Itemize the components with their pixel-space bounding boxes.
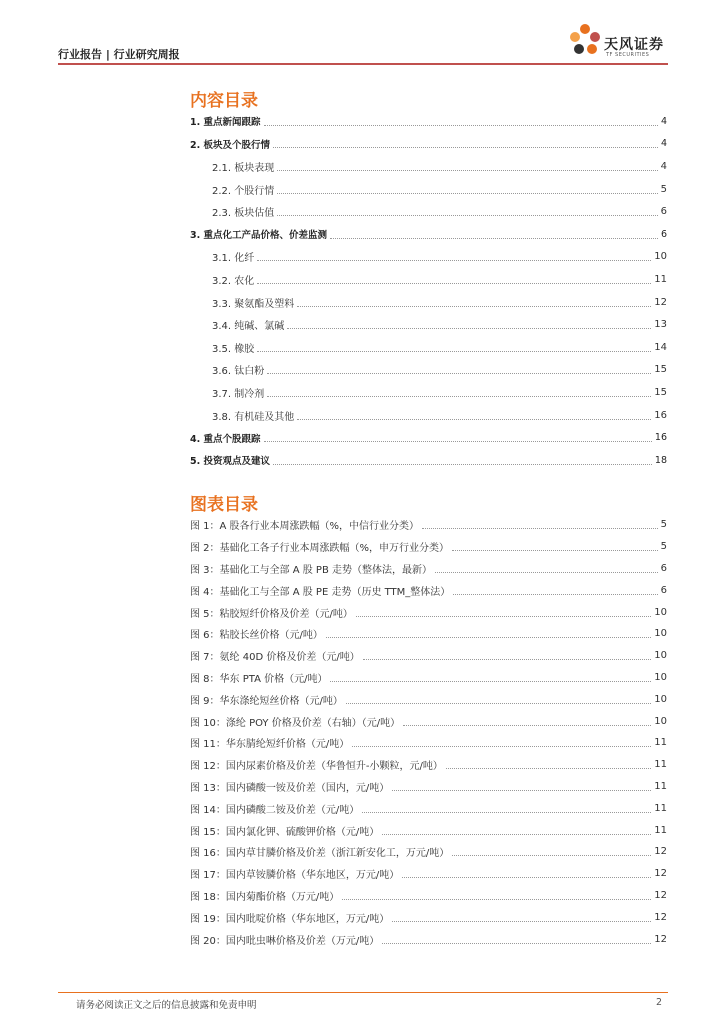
logo-name-en: TF SECURITIES [606, 52, 650, 58]
dot-leader [273, 464, 652, 465]
dot-leader [267, 373, 651, 374]
entry-label: 3.4. 纯碱、氯碱 [212, 321, 285, 333]
entry-page-number: 15 [654, 364, 667, 376]
entry-page-number: 6 [660, 562, 667, 574]
footer-divider [58, 992, 668, 993]
page-number: 2 [656, 997, 663, 1008]
dot-leader [277, 193, 657, 194]
dot-leader [264, 441, 652, 442]
figure-entry[interactable] [190, 688, 667, 710]
dot-leader [403, 725, 651, 726]
entry-label: 图 10：涤纶 POY 价格及价差（右轴）（元/吨） [190, 717, 401, 729]
toc-entry[interactable] [190, 223, 667, 246]
toc-entry[interactable] [190, 200, 667, 223]
company-logo [568, 20, 678, 64]
entry-page-number: 6 [660, 206, 667, 218]
toc-list [190, 110, 667, 472]
figure-entry[interactable] [190, 797, 667, 819]
dot-leader [257, 351, 651, 352]
dot-leader [257, 260, 651, 261]
entry-label: 图 11：华东腈纶短纤价格（元/吨） [190, 739, 350, 751]
entry-page-number: 15 [654, 386, 667, 398]
toc-title: 内容目录 [190, 91, 258, 111]
entry-page-number: 11 [654, 737, 667, 749]
entry-page-number: 10 [654, 671, 667, 683]
entry-label: 图 16：国内草甘膦价格及价差（浙江新安化工，万元/吨） [190, 848, 450, 860]
dot-leader [392, 921, 651, 922]
entry-label: 图 14：国内磷酸二铵及价差（元/吨） [190, 804, 360, 816]
entry-label: 图 17：国内草铵膦价格（华东地区，万元/吨） [190, 870, 400, 882]
dot-leader [326, 637, 651, 638]
figure-entry[interactable] [190, 623, 667, 645]
toc-entry[interactable] [190, 133, 667, 156]
toc-entry[interactable] [190, 336, 667, 359]
toc-entry[interactable] [190, 404, 667, 427]
toc-entry[interactable] [190, 313, 667, 336]
entry-page-number: 10 [654, 693, 667, 705]
entry-page-number: 5 [660, 183, 667, 195]
entry-label: 图 6：粘胶长丝价格（元/吨） [190, 630, 323, 642]
dot-leader [267, 396, 651, 397]
entry-page-number: 11 [654, 273, 667, 285]
entry-page-number: 12 [654, 889, 667, 901]
entry-label: 图 1：A 股各行业本周涨跌幅（%，中信行业分类） [190, 521, 420, 533]
entry-page-number: 16 [654, 432, 667, 444]
entry-label: 3.6. 钛白粉 [212, 366, 265, 378]
dot-leader [257, 283, 651, 284]
entry-label: 4. 重点个股跟踪 [190, 433, 261, 445]
entry-label: 图 7：氨纶 40D 价格及价差（元/吨） [190, 652, 360, 664]
dot-leader [435, 572, 658, 573]
entry-label: 图 8：华东 PTA 价格（元/吨） [190, 673, 328, 685]
entry-page-number: 11 [654, 780, 667, 792]
dot-leader [382, 943, 651, 944]
entry-label: 1. 重点新闻跟踪 [190, 117, 261, 129]
entry-page-number: 18 [654, 454, 667, 466]
logo-name-cn: 天风证券 [604, 37, 664, 53]
dot-leader [346, 703, 651, 704]
entry-page-number: 11 [654, 802, 667, 814]
entry-page-number: 5 [660, 519, 667, 531]
entry-page-number: 10 [654, 715, 667, 727]
entry-label: 图 5：粘胶短纤价格及价差（元/吨） [190, 608, 353, 620]
entry-page-number: 10 [654, 628, 667, 640]
dot-leader [356, 616, 651, 617]
dot-leader [352, 746, 651, 747]
figure-entry[interactable] [190, 732, 667, 754]
figure-entry[interactable] [190, 514, 667, 536]
entry-page-number: 6 [660, 228, 667, 240]
toc-entry[interactable] [190, 155, 667, 178]
entry-page-number: 12 [654, 868, 667, 880]
entry-page-number: 10 [654, 650, 667, 662]
toc-entry[interactable] [190, 449, 667, 472]
dot-leader [422, 528, 658, 529]
figure-entry[interactable] [190, 754, 667, 776]
dot-leader [446, 768, 651, 769]
figure-entry[interactable] [190, 579, 667, 601]
figure-entry[interactable] [190, 645, 667, 667]
entry-label: 3.1. 化纤 [212, 253, 255, 265]
entry-label: 2.1. 板块表现 [212, 162, 275, 174]
figure-entry[interactable] [190, 819, 667, 841]
entry-label: 图 4：基础化工与全部 A 股 PE 走势（历史 TTM_整体法） [190, 586, 451, 598]
entry-page-number: 6 [660, 584, 667, 596]
dot-leader [362, 812, 651, 813]
dot-leader [277, 215, 657, 216]
dot-leader [330, 681, 651, 682]
dot-leader [330, 238, 658, 239]
entry-label: 3. 重点化工产品价格、价差监测 [190, 230, 328, 242]
entry-label: 图 19：国内吡啶价格（华东地区，万元/吨） [190, 913, 390, 925]
report-category: 行业报告 | 行业研究周报 [58, 48, 180, 61]
entry-page-number: 10 [654, 606, 667, 618]
entry-page-number: 12 [654, 296, 667, 308]
entry-label: 2. 板块及个股行情 [190, 139, 271, 151]
entry-page-number: 4 [660, 138, 667, 150]
dot-leader [382, 834, 651, 835]
entry-label: 图 2：基础化工各子行业本周涨跌幅（%，申万行业分类） [190, 543, 450, 555]
entry-label: 图 15：国内氯化钾、硫酸钾价格（元/吨） [190, 826, 380, 838]
entry-page-number: 14 [654, 341, 667, 353]
dot-leader [453, 594, 657, 595]
entry-label: 图 18：国内菊酯价格（万元/吨） [190, 891, 340, 903]
entry-page-number: 16 [654, 409, 667, 421]
dot-leader [452, 855, 651, 856]
toc-entry[interactable] [190, 110, 667, 133]
dot-leader [297, 419, 651, 420]
entry-page-number: 4 [660, 160, 667, 172]
footer-disclaimer: 请务必阅读正文之后的信息披露和免责申明 [76, 1000, 257, 1011]
entry-page-number: 12 [654, 846, 667, 858]
toc-entry[interactable] [190, 359, 667, 382]
figure-entry[interactable] [190, 906, 667, 928]
entry-label: 3.5. 橡胶 [212, 343, 255, 355]
dot-leader [287, 328, 651, 329]
toc-entry[interactable] [190, 381, 667, 404]
figure-entry[interactable] [190, 841, 667, 863]
entry-page-number: 4 [660, 115, 667, 127]
dot-leader [342, 899, 651, 900]
figure-entry[interactable] [190, 558, 667, 580]
dot-leader [402, 877, 651, 878]
dot-leader [452, 550, 658, 551]
entry-label: 2.2. 个股行情 [212, 185, 275, 197]
entry-label: 3.2. 农化 [212, 275, 255, 287]
entry-label: 3.7. 制冷剂 [212, 388, 265, 400]
entry-page-number: 11 [654, 824, 667, 836]
entry-label: 图 20：国内吡虫啉价格及价差（万元/吨） [190, 935, 380, 947]
entry-label: 5. 投资观点及建议 [190, 456, 271, 468]
figures-title: 图表目录 [190, 495, 258, 515]
entry-page-number: 11 [654, 759, 667, 771]
logo-flower-icon [568, 20, 602, 60]
entry-label: 图 13：国内磷酸一铵及价差（国内，元/吨） [190, 782, 390, 794]
figure-entry[interactable] [190, 667, 667, 689]
dot-leader [392, 790, 651, 791]
figure-entry[interactable] [190, 536, 667, 558]
toc-entry[interactable] [190, 178, 667, 201]
entry-page-number: 10 [654, 251, 667, 263]
entry-label: 图 12：国内尿素价格及价差（华鲁恒升-小颗粒，元/吨） [190, 761, 443, 773]
dot-leader [264, 125, 658, 126]
entry-label: 3.3. 聚氨酯及塑料 [212, 298, 295, 310]
figure-entry[interactable] [190, 885, 667, 907]
figure-entry[interactable] [190, 710, 667, 732]
dot-leader [277, 170, 657, 171]
toc-entry[interactable] [190, 291, 667, 314]
dot-leader [363, 659, 652, 660]
entry-label: 图 3：基础化工与全部 A 股 PB 走势（整体法，最新） [190, 564, 432, 576]
figure-entry[interactable] [190, 776, 667, 798]
dot-leader [297, 306, 651, 307]
figure-entry[interactable] [190, 928, 667, 950]
entry-page-number: 5 [660, 541, 667, 553]
dot-leader [273, 147, 658, 148]
figure-entry[interactable] [190, 601, 667, 623]
entry-label: 图 9：华东涤纶短丝价格（元/吨） [190, 695, 343, 707]
entry-label: 2.3. 板块估值 [212, 208, 275, 220]
toc-entry[interactable] [190, 246, 667, 269]
entry-label: 3.8. 有机硅及其他 [212, 411, 295, 423]
toc-entry[interactable] [190, 268, 667, 291]
figures-list [190, 514, 667, 950]
entry-page-number: 13 [654, 319, 667, 331]
entry-page-number: 12 [654, 911, 667, 923]
figure-entry[interactable] [190, 863, 667, 885]
entry-page-number: 12 [654, 933, 667, 945]
toc-entry[interactable] [190, 426, 667, 449]
